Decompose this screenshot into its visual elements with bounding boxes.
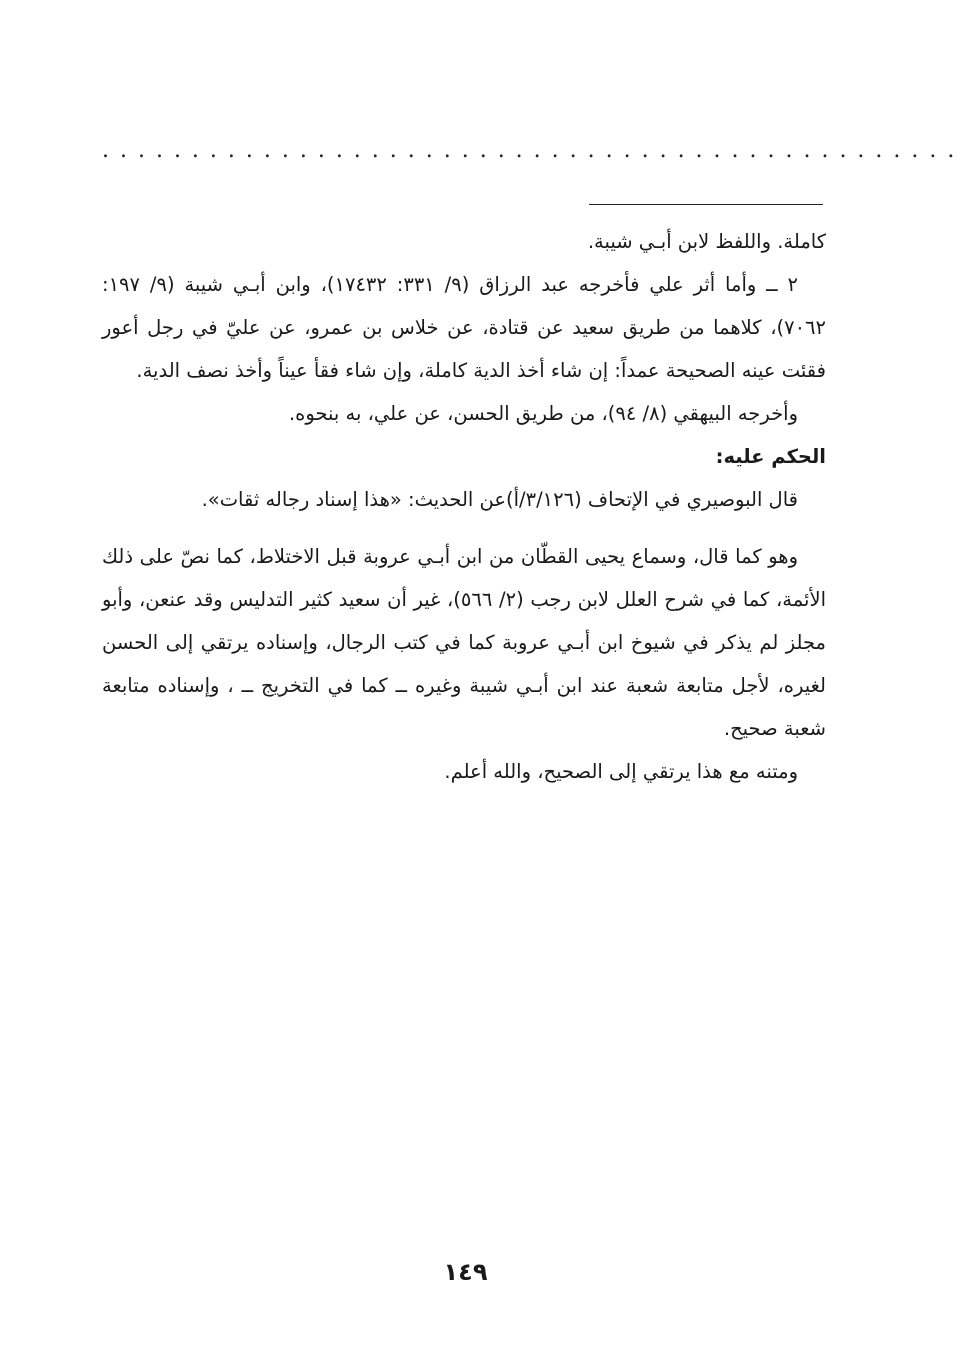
paragraph-2: ٢ ــ وأما أثر علي فأخرجه عبد الرزاق (٩/ ٣٣١: ١٧٤٣٢)، وابن أبـي شيبة (٩/ ١٩٧: ٧٠٦٢)، كلاهما من طريق سعيد عن قتادة، عن خلاس بن عمرو، عن عليّ في رجل أعور فقئت عينه الصحيحة عمداً: إن شاء أخذ الدية كاملة، وإن شاء فقأ عيناً وأخذ نصف الدية. [102,273,826,382]
document-body [102,220,826,793]
paragraph-5: وهو كما قال، وسماع يحيى القطّان من ابن أبـي عروبة قبل الاختلاط، كما نصّ على ذلك الأئمة، كما في شرح العلل لابن رجب (٢/ ٥٦٦)، غير أن سعيد كثير التدليس وقد عنعن، وأبو مجلز لم يذكر في شيوخ ابن أبـي عروبة كما في كتب الرجال، وإسناده يرتقي إلى الحسن لغيره، لأجل متابعة شعبة عند ابن أبـي شيبة وغيره ــ كما في التخريج ــ ، وإسناده متابعة شعبة صحيح. [102,545,826,740]
section-heading: الحكم عليه: [715,445,826,468]
paragraph-4: قال البوصيري في الإتحاف (٣/١٢٦/أ)عن الحديث: «هذا إسناد رجاله ثقات». [201,488,798,511]
footnote-rule [589,204,823,205]
page-number: ١٤٩ [443,1258,488,1286]
paragraph-1: كاملة. واللفظ لابن أبـي شيبة. [587,230,826,253]
dotted-separator: . . . . . . . . . . . . . . . . . . . . . . . . . . . . . . . . . . . . . . . . . . . . . . . . [102,138,956,163]
paragraph-gap [102,521,826,535]
paragraph-3: وأخرجه البيهقي (٨/ ٩٤)، من طريق الحسن، عن علي، به بنحوه. [288,402,798,425]
paragraph-6: ومتنه مع هذا يرتقي إلى الصحيح، والله أعلم. [444,760,798,783]
